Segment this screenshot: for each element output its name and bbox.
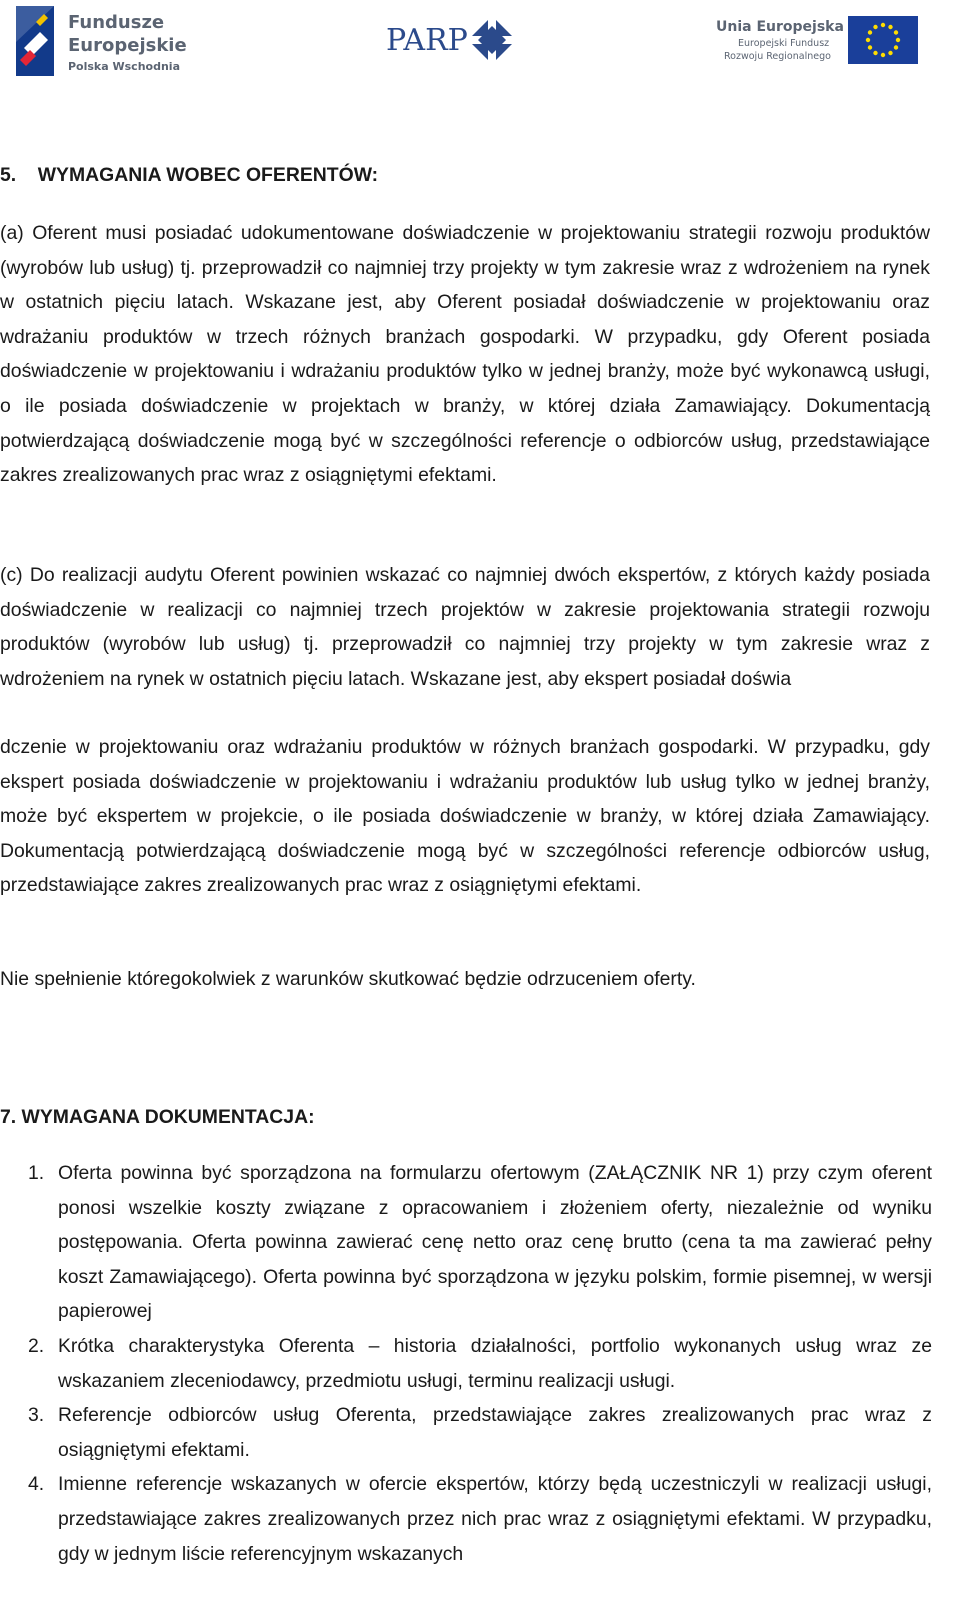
section-5-heading: 5. WYMAGANIA WOBEC OFERENTÓW: (0, 164, 379, 186)
logo-fe-line3: Polska Wschodnia (68, 60, 180, 73)
eu-flag-icon (848, 16, 918, 64)
fundusze-europejskie-logo (14, 2, 194, 80)
unia-europejska-logo (714, 14, 924, 68)
section-7-heading: 7. WYMAGANA DOKUMENTACJA: (0, 1106, 315, 1128)
logo-ue-line2: Europejski Fundusz (738, 38, 830, 49)
parp-logo (386, 14, 526, 66)
list-item (0, 1398, 932, 1467)
logo-fe-line1: Fundusze (68, 12, 165, 33)
list-item-number: 4. (28, 1473, 45, 1496)
list-item-text: Referencje odbiorców usług Oferenta, przedstawiające zakres zrealizowanych prac wraz z osiągniętymi efektami. (58, 1404, 932, 1461)
page-header (0, 0, 960, 90)
parp-mark-icon (468, 16, 516, 64)
documentation-list (0, 1156, 932, 1571)
list-item (0, 1329, 932, 1398)
list-item (0, 1467, 932, 1571)
logo-fe-line2: Europejskie (68, 35, 187, 56)
logo-parp-text: PARP (386, 23, 468, 58)
rejection-note: Nie spełnienie któregokolwiek z warunków skutkować będzie odrzuceniem oferty. (0, 968, 696, 990)
list-item-number: 2. (28, 1334, 45, 1357)
list-item (0, 1156, 932, 1329)
requirement-a-paragraph: (a) Oferent musi posiadać udokumentowane doświadczenie w projektowaniu strategii rozwoju produktów (wyrobów lub usług) tj. przeprowadził co najmniej trzy projekty w tym zakresie wraz z wdrożeniem na rynek w ostatnich pięciu latach. Wskazane jest, aby Oferent posiadał doświadczenie w projektowaniu oraz wdrażaniu produktów w trzech różnych branżach gospodarki. W przypadku, gdy Oferent posiada doświadczenie w projektowaniu i wdrażaniu produktów tylko w jednej branży, może być wykonawcą usługi, o ile posiada doświadczenie w projektach w branży, w której działa Zamawiający. Dokumentacją potwierdzającą doświadczenie mogą być w szczególności referencje o odbiorców usług, przedstawiające zakres zrealizowanych prac wraz z osiągniętymi efektami. (0, 222, 930, 487)
list-item-text: Krótka charakterystyka Oferenta – historia działalności, portfolio wykonanych usług wraz ze wskazaniem zleceniodawcy, przedmiotu usługi, terminu realizacji usługi. (58, 1334, 932, 1392)
list-item-number: 3. (28, 1404, 45, 1427)
list-item-text: Imienne referencje wskazanych w ofercie ekspertów, którzy będą uczestniczyli w realizacji usługi, przedstawiające zakres zrealizowanych przez nich prac wraz z osiągniętymi efektami. W przypadku, gdy w jednym liście referencyjnym wskazanych (58, 1473, 932, 1565)
requirement-c-paragraph: (c) Do realizacji audytu Oferent powinien wskazać co najmniej dwóch ekspertów, z których każdy posiada doświadczenie w realizacji co najmniej trzech projektów w zakresie projektowania strategii rozwoju produktów (wyrobów lub usług) tj. przeprowadził co najmniej trzy projekty w tym zakresie wraz z wdrożeniem na rynek w ostatnich pięciu latach. Wskazane jest, aby ekspert posiadał doświa (0, 564, 930, 690)
list-item-number: 1. (28, 1162, 45, 1184)
list-item-text: Oferta powinna być sporządzona na formularzu ofertowym (ZAŁĄCZNIK NR 1) przy czym oferent ponosi wszelkie koszty związane z opracowaniem i złożeniem oferty, niezależnie od wyniku postępowania. Oferta powinna zawierać cenę netto oraz cenę brutto (cena ta ma zawierać pełny koszt Zamawiającego). Oferta powinna być sporządzona w języku polskim, formie pisemnej, w wersji papierowej (58, 1162, 932, 1323)
logo-ue-line3: Rozwoju Regionalnego (724, 51, 831, 62)
requirement-c-continuation: dczenie w projektowaniu oraz wdrażaniu produktów w różnych branżach gospodarki. W przypadku, gdy ekspert posiada doświadczenie w projektowaniu i wdrażaniu produktów lub usług tylko w jednej branży, może być ekspertem w projekcie, o ile posiada doświadczenie w branży, w której działa Zamawiający. Dokumentacją potwierdzającą doświadczenie mogą być w szczególności referencje odbiorców usług, przedstawiające zakres zrealizowanych prac wraz z osiągniętymi efektami. (0, 736, 930, 897)
logo-ue-line1: Unia Europejska (716, 19, 844, 35)
